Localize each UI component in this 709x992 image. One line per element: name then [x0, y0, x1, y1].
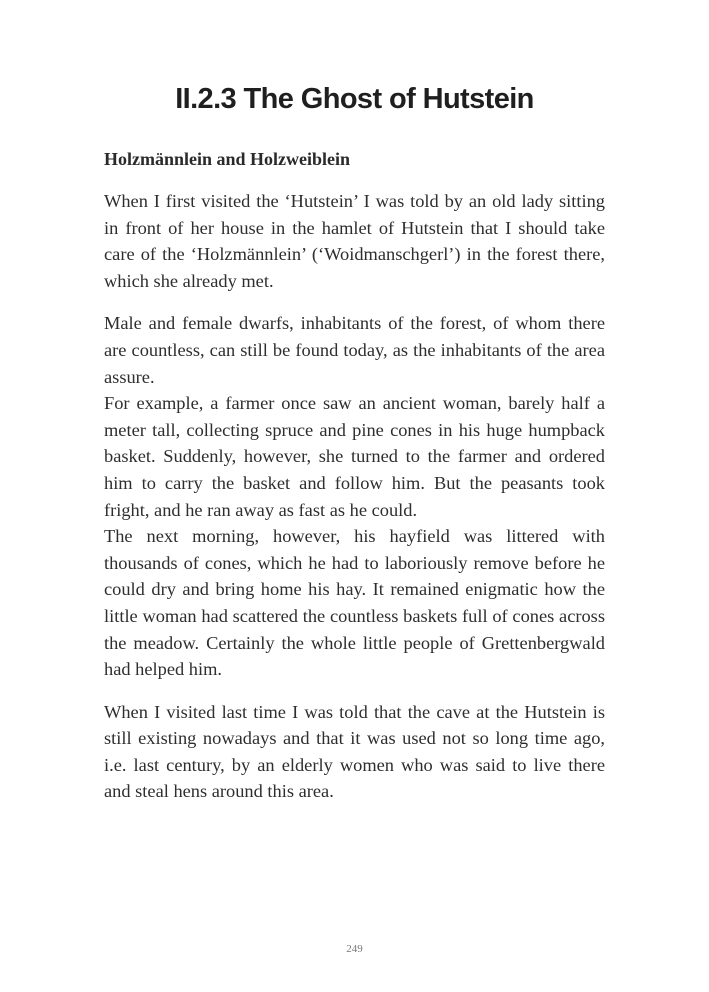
page-content [104, 146, 605, 821]
paragraph-3: For example, a farmer once saw an ancient woman, barely half a meter tall, collecting spruce and pine cones in his huge humpback basket. Suddenly, however, she turned to the farmer and ordered him to carry the basket and follow him. But the peasants took fright, and he ran away as fast as he could. [104, 393, 605, 520]
page-number: 249 [346, 943, 363, 955]
paragraph-2: Male and female dwarfs, inhabitants of the forest, of whom there are countless, can still be found today, as the inhabitants of the area assure. [104, 313, 605, 387]
paragraph-4: The next morning, however, his hayfield was littered with thousands of cones, which he had to laboriously remove before he could dry and bring home his hay. It remained enigmatic how the little woman had scattered the countless baskets full of cones across the meadow. Certainly the whole little people of Grettenbergwald had helped him. [104, 526, 605, 680]
paragraph-5: When I visited last time I was told that the cave at the Hutstein is still existing nowadays and that it was used not so long time ago, i.e. last century, by an elderly women who was said to live there and steal hens around this area. [104, 701, 605, 802]
paragraph-1: When I first visited the ‘Hutstein’ I was told by an old lady sitting in front of her house in the hamlet of Hutstein that I should take care of the ‘Holzmännlein’ (‘Woidmanschgerl’) in the forest there, which she already met. [104, 191, 605, 291]
chapter-title: II.2.3 The Ghost of Hutstein [175, 83, 534, 115]
section-subheading: Holzmännlein and Holzweiblein [104, 149, 351, 169]
